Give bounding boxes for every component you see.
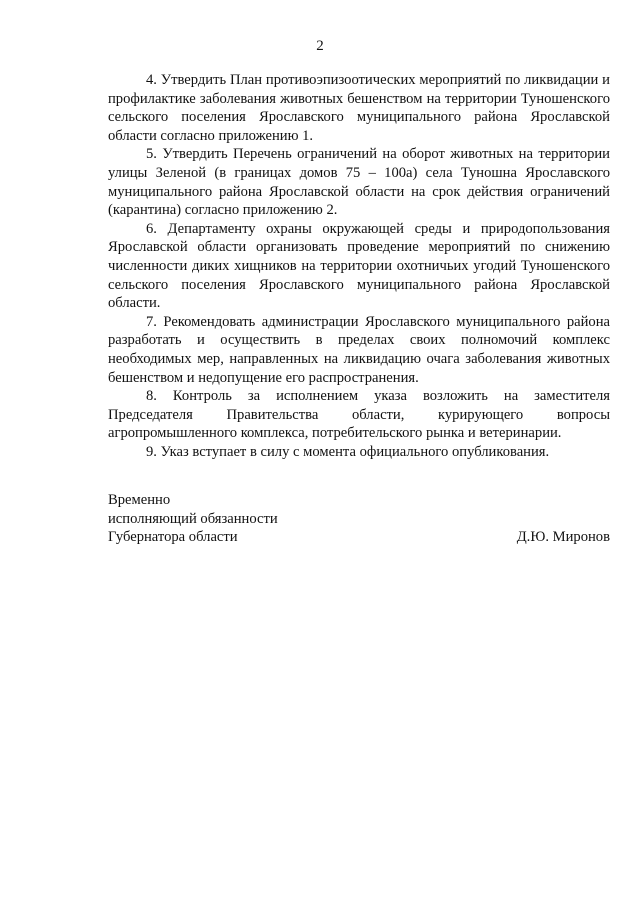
- signature-title-line-1: Временно: [108, 492, 171, 508]
- paragraph-5: 5. Утвердить Перечень ограничений на оборот животных на территории улицы Зеленой (в границах домов 75 – 100а) села Туношна Ярославского муниципального района Ярославской области на срок действия ограничений (карантина) согласно приложению 2.: [108, 146, 610, 219]
- page-number: 2: [316, 38, 324, 54]
- paragraph-9: 9. Указ вступает в силу с момента официального опубликования.: [146, 443, 550, 460]
- signature-block: [108, 491, 610, 547]
- signatory-name: Д.Ю. Миронов: [516, 529, 610, 546]
- paragraph-4: 4. Утвердить План противоэпизоотических мероприятий по ликвидации и профилактике заболевания животных бешенством на территории Туношенского сельского поселения Ярославского муниципального района Ярославской области согласно приложению 1.: [108, 72, 610, 144]
- paragraph-8: 8. Контроль за исполнением указа возложить на заместителя Председателя Правительства области, курирующего вопросы агропромышленного комплекса, потребительского рынка и ветеринарии.: [108, 388, 610, 442]
- document-body: [108, 71, 610, 461]
- paragraph-6: 6. Департаменту охраны окружающей среды и природопользования Ярославской области организовать проведение мероприятий по снижению численности диких хищников на территории охотничьих угодий Туношенского сельского поселения Ярославского муниципального района Ярославской области.: [108, 220, 610, 312]
- signature-title-line-3: Губернатора области: [108, 529, 238, 546]
- paragraph-7: 7. Рекомендовать администрации Ярославского муниципального района разработать и осуществить в пределах своих полномочий комплекс необходимых мер, направленных на ликвидацию очага заболевания животных бешенством и недопущение его распространения.: [108, 313, 610, 386]
- signature-title-line-2: исполняющий обязанности: [108, 510, 278, 527]
- signature-title-row: [108, 528, 610, 547]
